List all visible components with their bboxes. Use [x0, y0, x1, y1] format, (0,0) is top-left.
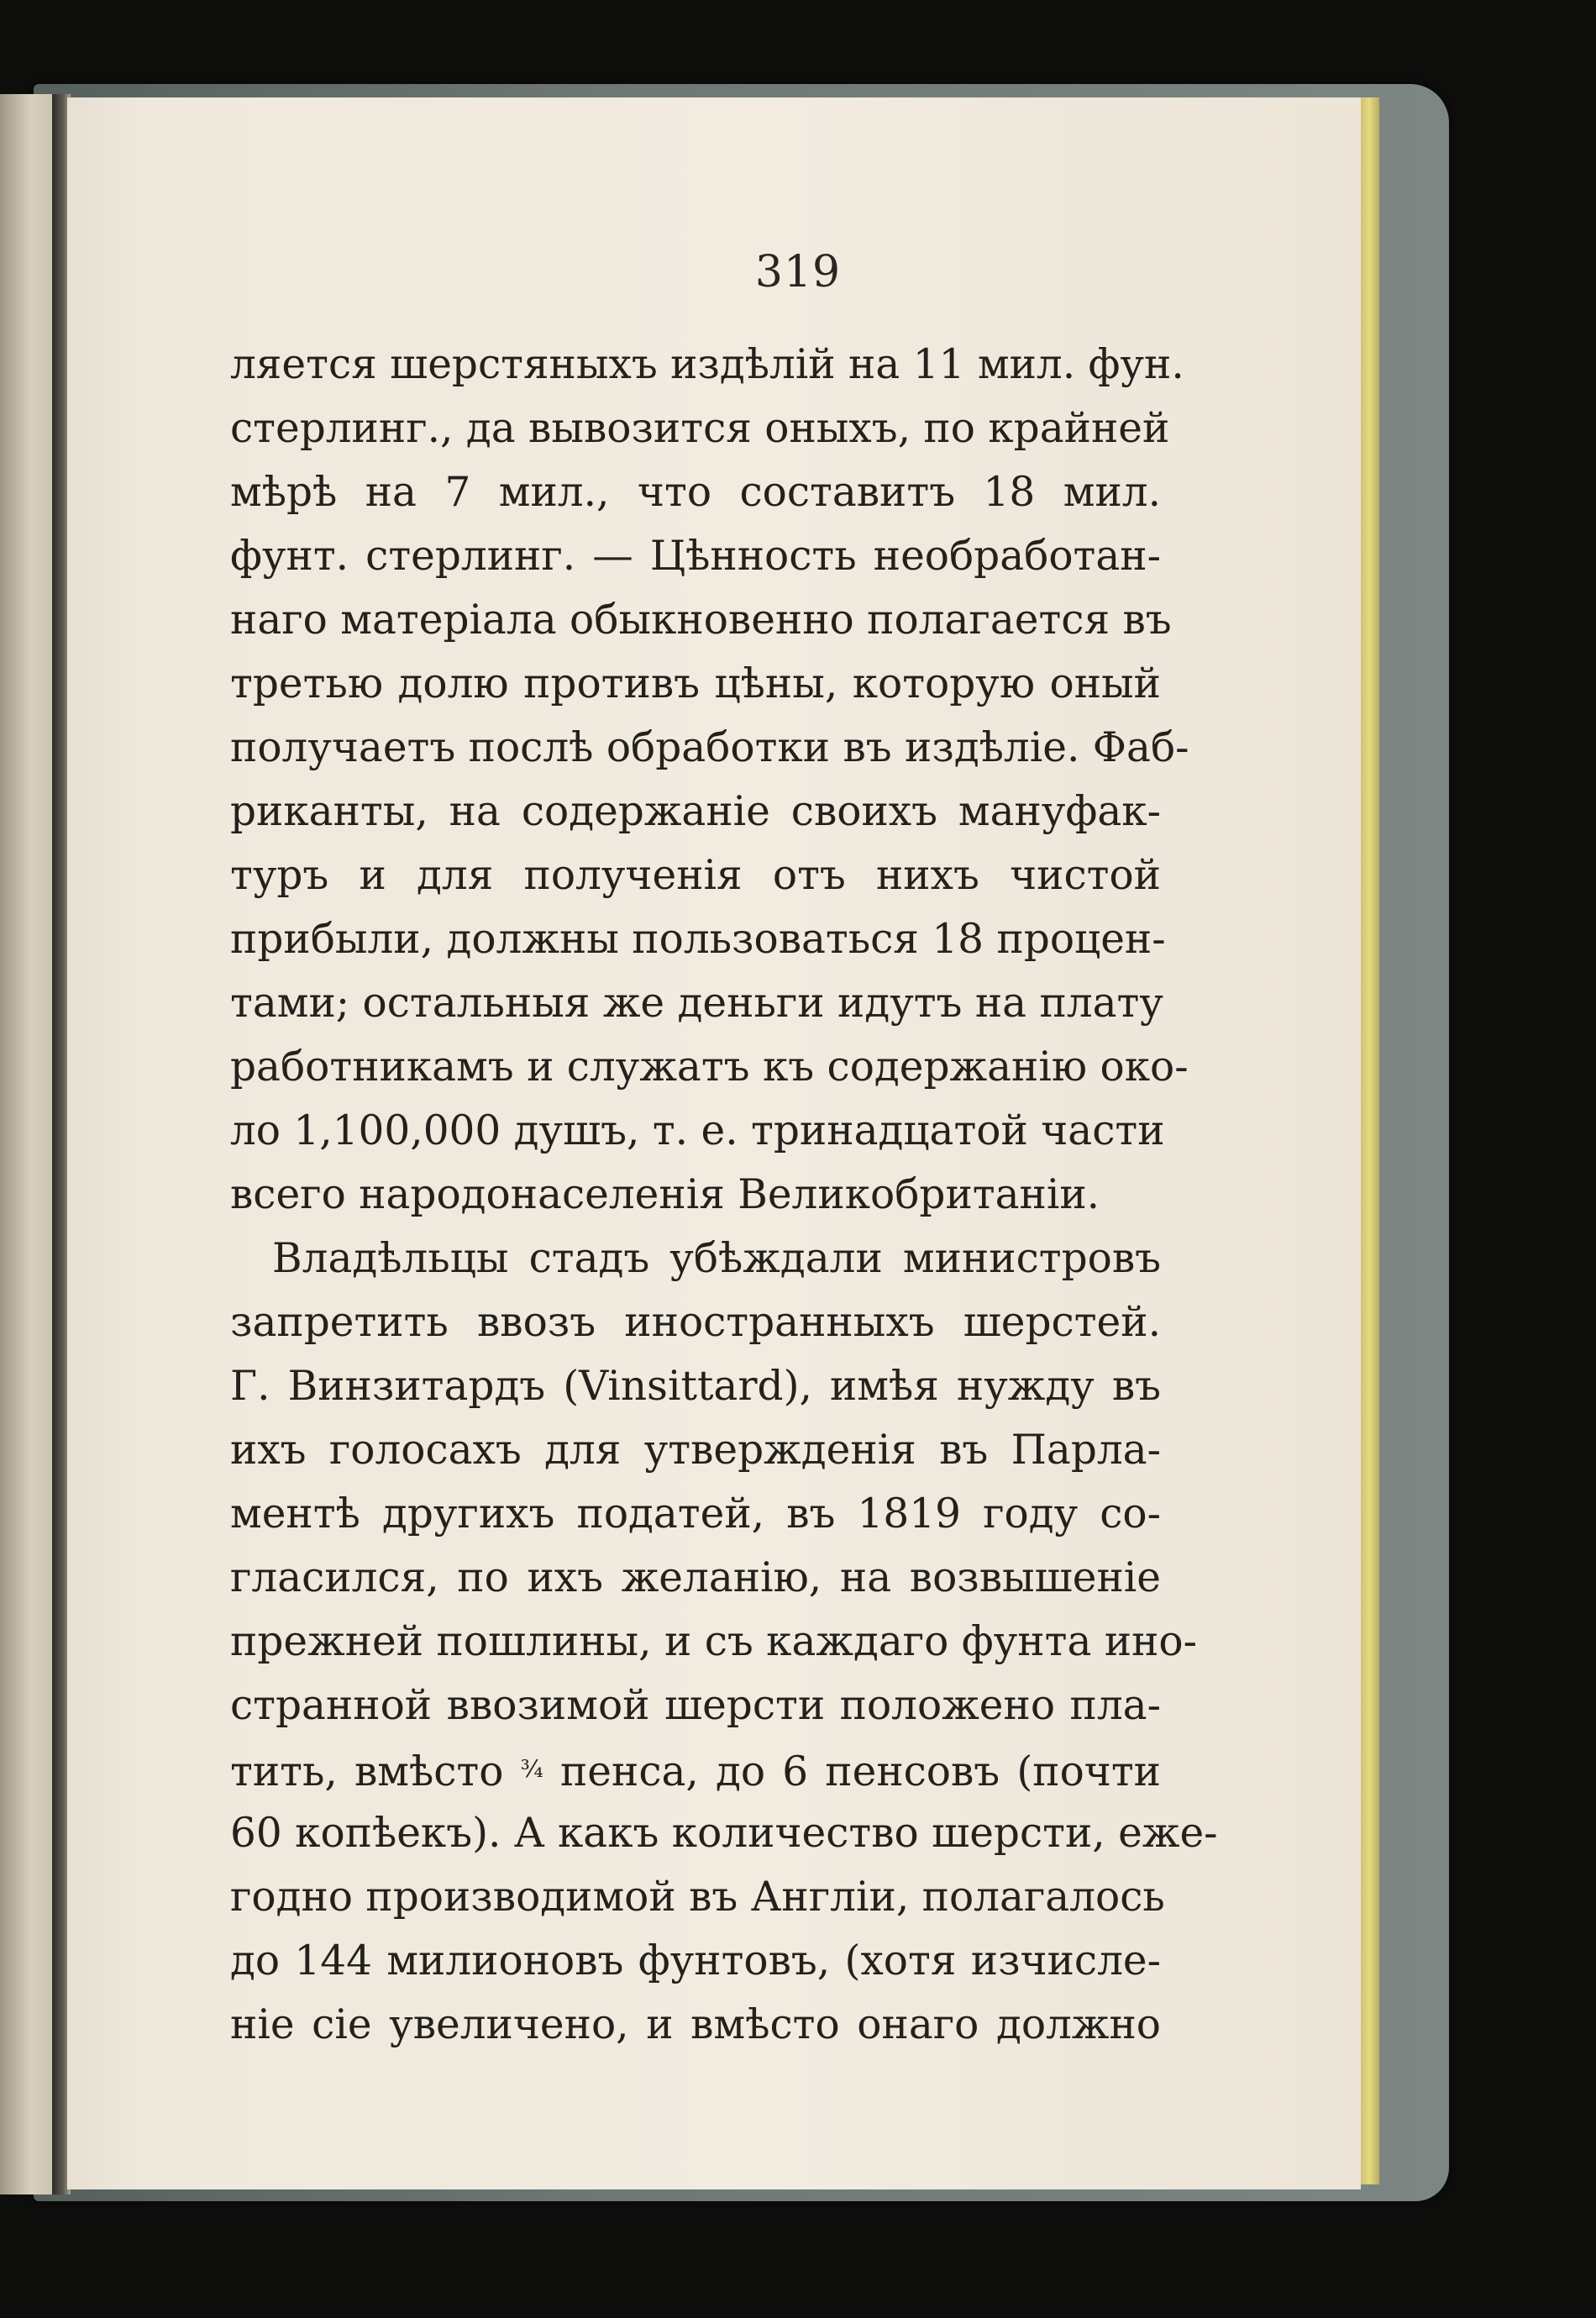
- text-line: Владѣльцы стадъ убѣждали министровъ: [272, 1235, 1161, 1282]
- text-line-with-fraction: [230, 1737, 1161, 1801]
- text-line: ло 1,100,000 душъ, т. е. тринадцатой части: [230, 1107, 1165, 1154]
- text-line: прибыли, должны пользоваться 18 процен-: [230, 916, 1166, 963]
- text-line: ихъ голосахъ для утвержденія въ Парла-: [230, 1427, 1161, 1474]
- page-edge: [1359, 97, 1379, 2184]
- text-line: всего народонаселенія Великобританіи.: [230, 1171, 1100, 1218]
- text-line: третью долю противъ цѣны, которую оный: [230, 660, 1161, 707]
- text-line: мѣрѣ на 7 мил., что составитъ 18 мил.: [230, 469, 1161, 516]
- text-line: странной ввозимой шерсти положено пла-: [230, 1682, 1161, 1729]
- text-line: туръ и для полученія отъ нихъ чистой: [230, 852, 1161, 899]
- text-line: тами; остальныя же деньги идутъ на плату: [230, 980, 1163, 1027]
- text-segment: пенса, до 6 пенсовъ (почти: [559, 1748, 1162, 1795]
- text-line: прежней пошлины, и съ каждаго фунта ино-: [230, 1618, 1198, 1665]
- text-line: ментѣ другихъ податей, въ 1819 году со-: [230, 1490, 1161, 1537]
- fraction: ¾: [520, 1755, 543, 1783]
- text-line: Г. Винзитардъ (Vinsittard), имѣя нужду въ: [230, 1363, 1161, 1410]
- text-line: получаетъ послѣ обработки въ издѣліе. Фаб-: [230, 724, 1189, 771]
- text-line: стерлинг., да вывозится оныхъ, по крайней: [230, 405, 1170, 452]
- page-text: [230, 333, 1218, 2057]
- text-line: ніе сіе увеличено, и вмѣсто онаго должно: [230, 2001, 1161, 2048]
- text-line: ляется шерстяныхъ издѣлій на 11 мил. фун.: [230, 341, 1184, 388]
- page-number: 319: [754, 247, 842, 297]
- previous-page-edge: [0, 94, 55, 2194]
- text-line: работникамъ и служатъ къ содержанію око-: [230, 1043, 1189, 1091]
- text-line: наго матеріала обыкновенно полагается въ: [230, 597, 1172, 644]
- text-segment: тить, вмѣсто: [230, 1748, 504, 1795]
- text-line: до 144 милионовъ фунтовъ, (хотя изчисле-: [230, 1937, 1161, 1984]
- text-line: фунт. стерлинг. — Цѣнность необработан-: [230, 533, 1161, 580]
- text-line: риканты, на содержаніе своихъ мануфак-: [230, 788, 1161, 835]
- text-line: запретить ввозъ иностранныхъ шерстей.: [230, 1299, 1161, 1346]
- text-line: гласился, по ихъ желанію, на возвышеніе: [230, 1554, 1161, 1601]
- text-line: годно производимой въ Англіи, полагалось: [230, 1874, 1165, 1921]
- text-line: 60 копѣекъ). А какъ количество шерсти, еже-: [230, 1810, 1218, 1857]
